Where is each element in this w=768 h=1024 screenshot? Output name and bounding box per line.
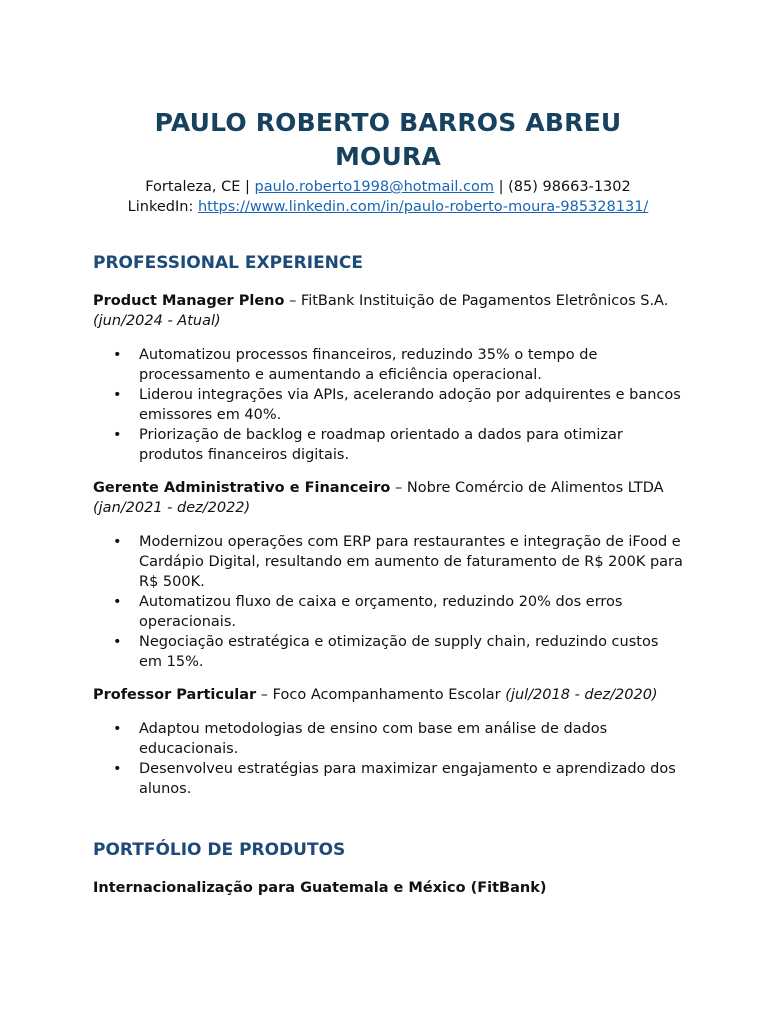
- candidate-name-line1: PAULO ROBERTO BARROS ABREU: [154, 108, 622, 137]
- portfolio-item-title: Internacionalização para Guatemala e México (FitBank): [93, 880, 547, 896]
- achievement-text: Adaptou metodologias de ensino com base em análise de dados educacionais.: [139, 721, 608, 757]
- achievement-item: [93, 345, 683, 385]
- job-period: (jun/2024 - Atual): [93, 313, 221, 329]
- email-link[interactable]: paulo.roberto1998@hotmail.com: [254, 179, 494, 195]
- resume-page: [93, 106, 683, 898]
- achievement-text: Negociação estratégica e otimização de supply chain, reduzindo custos em 15%.: [139, 634, 659, 670]
- job-organization: – FitBank Instituição de Pagamentos Eletrônicos S.A.: [284, 293, 669, 309]
- bullet-icon: •: [113, 721, 122, 737]
- bullet-icon: •: [113, 387, 122, 403]
- job-achievements-list: [93, 345, 683, 465]
- bullet-icon: •: [113, 427, 122, 443]
- job-heading: [93, 478, 683, 518]
- job-heading: [93, 685, 683, 705]
- job-organization: – Foco Acompanhamento Escolar: [256, 687, 506, 703]
- contact-line: [93, 177, 683, 197]
- achievement-item: [93, 759, 683, 799]
- job-heading: [93, 291, 683, 331]
- candidate-name-line2: MOURA: [334, 142, 442, 171]
- bullet-icon: •: [113, 534, 122, 550]
- job-organization: – Nobre Comércio de Alimentos LTDA: [390, 480, 664, 496]
- achievement-text: Desenvolveu estratégias para maximizar engajamento e aprendizado dos alunos.: [139, 761, 676, 797]
- experience-section-title: PROFESSIONAL EXPERIENCE: [93, 253, 363, 273]
- achievement-text: Priorização de backlog e roadmap orientado a dados para otimizar produtos financeiros digitais.: [139, 427, 623, 463]
- job-period: (jul/2018 - dez/2020): [505, 687, 658, 703]
- bullet-icon: •: [113, 634, 122, 650]
- linkedin-link[interactable]: https://www.linkedin.com/in/paulo-roberto-moura-985328131/: [197, 199, 649, 215]
- achievement-item: [93, 532, 683, 592]
- bullet-icon: •: [113, 347, 122, 363]
- achievement-text: Automatizou processos financeiros, reduzindo 35% o tempo de processamento e aumentando a eficiência operacional.: [139, 347, 598, 383]
- job-achievements-list: [93, 719, 683, 799]
- job-period: (jan/2021 - dez/2022): [93, 500, 251, 516]
- achievement-item: [93, 632, 683, 672]
- achievement-item: [93, 719, 683, 759]
- achievement-text: Modernizou operações com ERP para restaurantes e integração de iFood e Cardápio Digital, resultando em aumento de faturamento de R$ 200K para R$ 500K.: [139, 534, 683, 590]
- portfolio-section-title: PORTFÓLIO DE PRODUTOS: [93, 840, 346, 860]
- achievement-item: [93, 425, 683, 465]
- linkedin-line: [93, 197, 683, 217]
- job-role: Product Manager Pleno: [93, 293, 285, 309]
- bullet-icon: •: [113, 761, 122, 777]
- achievement-item: [93, 592, 683, 632]
- bullet-icon: •: [113, 594, 122, 610]
- contact-block: [93, 177, 683, 217]
- phone-text: | (85) 98663-1302: [494, 179, 631, 195]
- achievement-item: [93, 385, 683, 425]
- job-achievements-list: [93, 532, 683, 672]
- location-text: Fortaleza, CE |: [145, 179, 255, 195]
- linkedin-label: LinkedIn:: [127, 199, 198, 215]
- achievement-text: Automatizou fluxo de caixa e orçamento, reduzindo 20% dos erros operacionais.: [139, 594, 623, 630]
- achievement-text: Liderou integrações via APIs, acelerando adoção por adquirentes e bancos emissores em 40%.: [139, 387, 681, 423]
- candidate-name: [93, 106, 683, 174]
- job-role: Professor Particular: [93, 687, 257, 703]
- job-role: Gerente Administrativo e Financeiro: [93, 480, 391, 496]
